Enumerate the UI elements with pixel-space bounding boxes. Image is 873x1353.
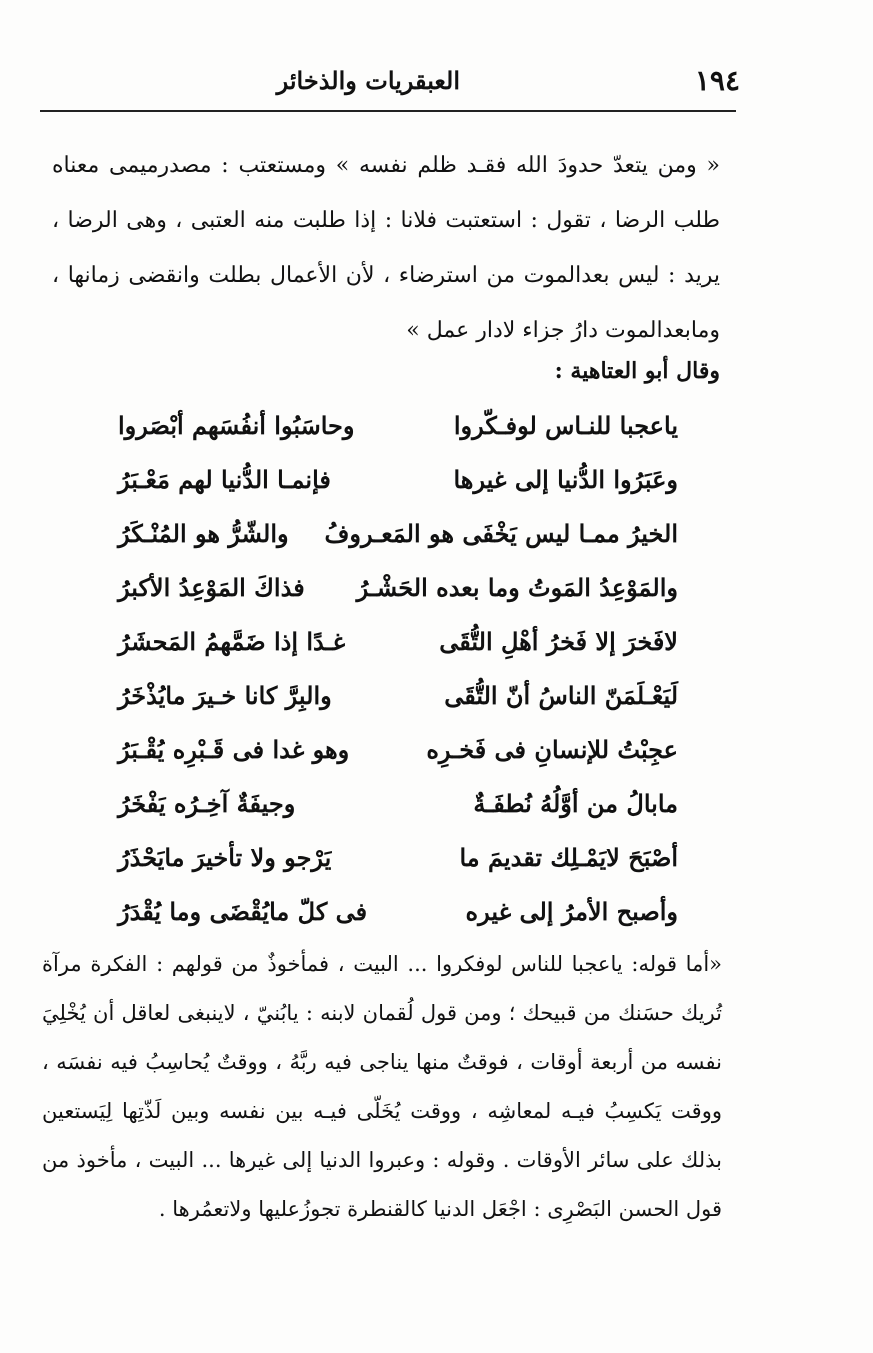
page-header <box>40 62 740 106</box>
bottom-paragraph: «أما قوله: ياعجبا للناس لوفكروا ... البيت ، فمأخوذٌ من قولهم : الفكرة مرآة تُريك حسَنك من قبيحك ؛ ومن قول لُقمان لابنه : يابُنيّ ، لاينبغى لعاقل أن يُخْلِيَ نفسه من أربعة أوقات ، فوقتٌ منها يناجى فيه ربَّهُ ، ووقتٌ يُحاسِبُ فيه نفسَه ، ووقت يَكسِبُ فيـه لمعاشِه ، ووقت يُخَلّى فيـه بين نفسه وبين لَذّتِها لِيَستعين بذلك على سائر الأوقات . وقوله : وعبروا الدنيا إلى غيرها ... البيت ، مأخوذ من قول الحسن البَصْرِى : اجْعَل الدنيا كالقنطرة تجوزُعليها ولاتعمُرها . <box>42 952 722 1221</box>
verse-second-hemistich: والبِرَّ كانا خـيرَ مايُذْخَرُ <box>118 681 332 710</box>
verse-second-hemistich: فى كلّ مايُقْضَى وما يُقْدَرُ <box>118 897 368 926</box>
verse <box>118 837 678 891</box>
verse-first-hemistich: لافَخرَ إلا فَخرُ أهْلِ التُّقَى <box>439 627 678 656</box>
top-paragraph: « ومن يتعدّ حدودَ الله فقـد ظلم نفسه » ومستعتب : مصدرميمى معناه طلب الرضا ، تقول : استعتبت فلانا : إذا طلبت منه العتبى ، وهى الرضا ، يريد : ليس بعدالموت من استرضاء ، لأن الأعمال بطلت وانقضى زمانها ، ومابعدالموت دارُ جزاء لادار عمل » <box>52 153 720 343</box>
verse <box>118 567 678 621</box>
header-rule <box>40 110 736 112</box>
verse-second-hemistich: فإنمـا الدُّنيا لهم مَعْـبَرُ <box>118 465 331 494</box>
verse-first-hemistich: عجِبْتُ للإنسانِ فى فَخـرِه <box>426 735 678 764</box>
verse <box>118 459 678 513</box>
verse <box>118 891 678 945</box>
verse-first-hemistich: وأصبح الأمرُ إلى غيره <box>465 897 678 926</box>
verse-second-hemistich: والشّرُّ هو المُنْـكَرُ <box>118 519 289 548</box>
verse <box>118 729 678 783</box>
verse-first-hemistich: لَيَعْـلَمَنّ الناسُ أنّ التُّقَى <box>444 681 678 710</box>
verse <box>118 513 678 567</box>
verse <box>118 405 678 459</box>
verse-first-hemistich: الخيرُ ممـا ليس يَخْفَى هو المَعـروفُ <box>324 519 678 548</box>
page-number: ١٩٤ <box>694 64 740 97</box>
verse <box>118 783 678 837</box>
running-title: العبقريات والذخائر <box>276 66 460 95</box>
poem <box>118 405 678 945</box>
verse <box>118 621 678 675</box>
verse-second-hemistich: يَرْجو ولا تأخيرَ مايَحْذَرُ <box>118 843 332 872</box>
verse-second-hemistich: غـدًا إذا ضَمَّهمُ المَحشَرُ <box>118 627 346 656</box>
verse <box>118 675 678 729</box>
verse-second-hemistich: وهو غدا فى قَـبْرِه يُقْـبَرُ <box>118 735 350 764</box>
poem-intro: وقال أبو العتاهية : <box>554 358 720 384</box>
verse-second-hemistich: وجيفَةٌ آخِـرُه يَفْخَرُ <box>118 789 296 818</box>
verse-first-hemistich: والمَوْعِدُ المَوتُ وما بعده الحَشْـرُ <box>356 573 678 602</box>
verse-first-hemistich: أصْبَحَ لايَمْـلِك تقديمَ ما <box>459 843 678 872</box>
verse-second-hemistich: فذاكَ المَوْعِدُ الأكبرُ <box>118 573 305 602</box>
verse-second-hemistich: وحاسَبُوا أنفُسَهم أبْصَروا <box>118 411 355 440</box>
verse-first-hemistich: وعَبَرُوا الدُّنيا إلى غيرها <box>453 465 678 494</box>
verse-first-hemistich: ياعجبا للنـاس لوفـكّروا <box>453 411 678 440</box>
verse-first-hemistich: مابالُ من أوَّلُهُ نُطفَـةٌ <box>473 789 678 818</box>
